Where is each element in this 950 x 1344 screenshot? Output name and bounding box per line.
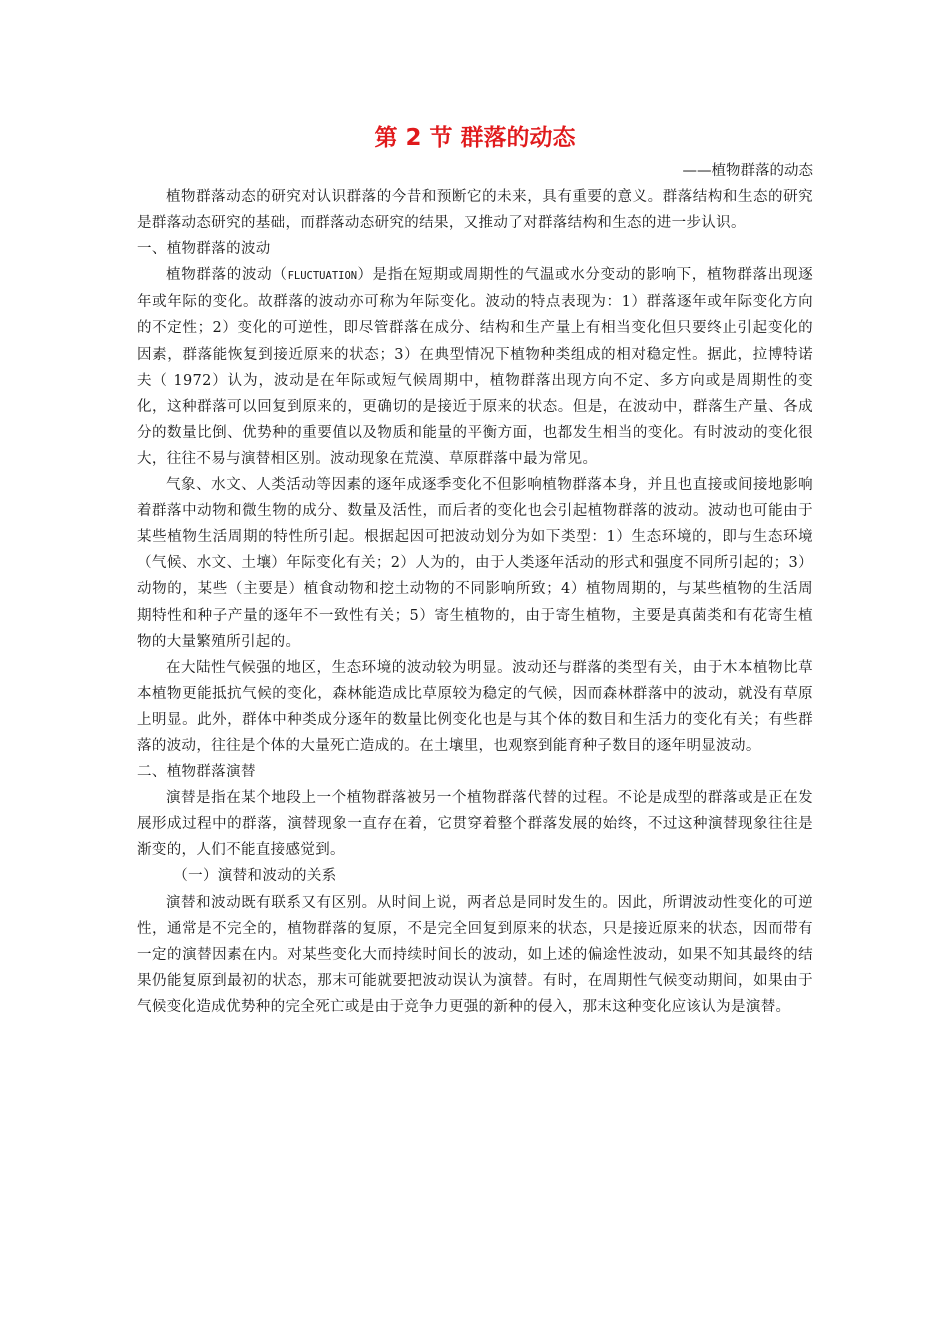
intro-paragraph: 植物群落动态的研究对认识群落的今昔和预断它的未来，具有重要的意义。群落结构和生态的研究是群落动态研究的基础，而群落动态研究的结果，又推动了对群落结构和生态的进一步认识。: [137, 189, 813, 232]
fluctuation-paragraph-2: 气象、水文、人类活动等因素的逐年成逐季变化不但影响植物群落本身，并且也直接或间接地影响着群落中动物和微生物的成分、数量及活性，而后者的变化也会引起植物群落的波动。波动也可能由于某些植物生活周期的特性所引起。根据起因可把波动划分为如下类型：1）生态环境的，即与生态环境（气候、水文、土壤）年际变化有关；2）人为的，由于人类逐年活动的形式和强度不同所引起的；3）动物的，某些（主要是）植食动物和挖土动物的不同影响所致；4）植物周期的，与某些植物的生活周期特性和种子产量的逐年不一致性有关；5）寄生植物的，由于寄生植物，主要是真菌类和有花寄生植物的大量繁殖所引起的。: [137, 477, 813, 650]
page-subtitle: ——植物群落的动态: [682, 163, 813, 179]
succession-paragraph-2: 演替和波动既有联系又有区别。从时间上说，两者总是同时发生的。因此，所谓波动性变化的可逆性，通常是不完全的，植物群落的复原，不是完全回复到原来的状态，只是接近原来的状态，因而带有一定的演替因素在内。对某些变化大而持续时间长的波动，如上述的偏途性波动，如果不知其最终的结果仍能复原到最初的状态，那末可能就要把波动误认为演替。有时，在周期性气候变动期间，如果由于气候变化造成优势种的完全死亡或是由于竞争力更强的新种的侵入，那末这种变化应该认为是演替。: [137, 894, 813, 1015]
text-run: 植物群落的波动（: [166, 267, 288, 284]
section-heading-succession: 二、植物群落演替: [137, 764, 256, 781]
subsection-heading-relation: （一）演替和波动的关系: [173, 868, 337, 885]
text-run: ）是指在短期或周期性的气温或水分变动的影响下，植物群落出现逐年或年际的变化。故群落的波动亦可称为年际变化。波动的特点表现为：1）群落逐年或年际变化方向的不定性；2）变化的可逆性，即尽管群落在成分、结构和生产量上有相当变化但只要终止引起变化的因素，群落能恢复到接近原来的状态；3）在典型情况下植物种类组成的相对稳定性。据此，拉博特诺夫（ 1972）认为，波动是在年际或短气候周期中，植物群落出现方向不定、多方向或是周期性的变化，这种群落可以回复到原来的，更确切的是接近于原来的状态。但是，在波动中，群落生产量、各成分的数量比倒、优势种的重要值以及物质和能量的平衡方面，也都发生相当的变化。有时波动的变化很大，往往不易与演替相区别。波动现象在荒漠、草原群落中最为常见。: [137, 267, 813, 467]
document-page: [137, 118, 813, 1020]
succession-paragraph-1: 演替是指在某个地段上一个植物群落被另一个植物群落代替的过程。不论是成型的群落或是正在发展形成过程中的群落，演替现象一直存在着，它贯穿着整个群落发展的始终，不过这种演替现象往往是渐变的，人们不能直接感觉到。: [137, 790, 813, 859]
section-heading-fluctuation: 一、植物群落的波动: [137, 241, 271, 258]
fluctuation-paragraph-3: 在大陆性气候强的地区，生态环境的波动较为明显。波动还与群落的类型有关，由于木本植物比草本植物更能抵抗气候的变化，森林能造成比草原较为稳定的气候，因而森林群落中的波动，就没有草原上明显。此外，群体中种类成分逐年的数量比例变化也是与其个体的数目和生活力的变化有关；有些群落的波动，往往是个体的大量死亡造成的。在土壤里，也观察到能育种子数目的逐年明显波动。: [137, 659, 813, 754]
page-title: 第 2 节 群落的动态: [374, 125, 576, 151]
term-fluctuation: FLUCTUATION: [287, 270, 358, 283]
fluctuation-paragraph-1: [137, 262, 813, 472]
